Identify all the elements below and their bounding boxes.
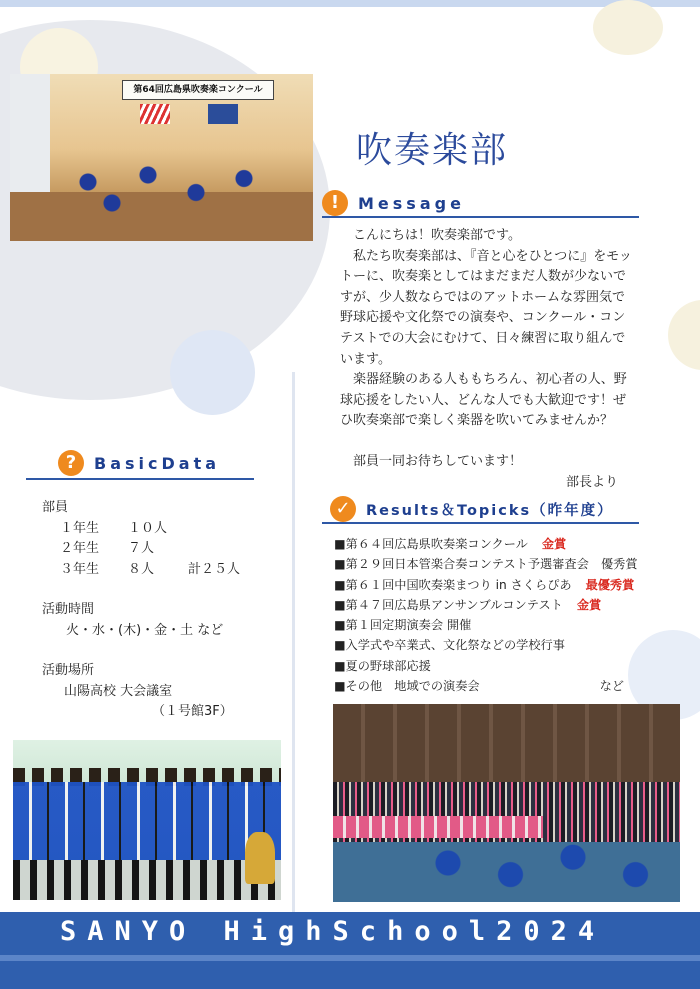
results-item-text: ■入学式や卒業式、文化祭などの学校行事 [334, 638, 565, 653]
message-signature: 部長より [565, 474, 618, 490]
hours-value: 火・水・(木)・金・土 など [66, 622, 224, 638]
place-label: 活動場所 [42, 663, 95, 678]
results-item [334, 615, 654, 635]
page-title: 吹奏楽部 [356, 130, 509, 171]
results-item-text: ■その他 地域での演奏会 [334, 679, 480, 694]
top-bar [0, 0, 700, 7]
basicdata-heading-label: BasicData [94, 453, 221, 473]
results-item [334, 595, 654, 615]
member-row [42, 539, 272, 560]
results-item-text: ■夏の野球部応援 [334, 658, 431, 673]
results-list [334, 534, 654, 696]
message-paragraph: こんにちは！吹奏楽部です。 [353, 228, 521, 243]
member-count: １０人 [128, 520, 168, 536]
results-item [334, 575, 654, 595]
decor-circle-cream [668, 300, 700, 370]
results-item-text: ■第２９回日本管楽合奏コンテスト予選審査会 優秀賞 [334, 557, 638, 572]
member-grade: １年生 [60, 520, 100, 536]
footer-stripe [0, 955, 700, 961]
place-sub: （１号館3F） [152, 704, 233, 719]
results-heading [330, 496, 614, 522]
message-paragraph: 私たち吹奏楽部は、『音と心をひとつに』をモットーに、吹奏楽としてはまだまだ人数が少ないですが、少人数ならではのアットホームな雰囲気で野球応援や文化祭での演奏や、コンクール・コンテストでの大会にむけて、日々練習に取り組んでいます。 [340, 248, 632, 367]
results-item-extra: など [599, 679, 624, 694]
exclamation-icon: ! [322, 190, 348, 216]
message-paragraph: 部員一同お待ちしています！ [353, 453, 523, 469]
member-row [42, 560, 272, 581]
award-label: 最優秀賞 [585, 577, 635, 592]
award-label: 金賞 [541, 537, 567, 551]
results-item [334, 676, 654, 696]
results-item-text: ■第６１回中国吹奏楽まつり in さくらぴあ [334, 577, 572, 592]
basicdata-rule [26, 478, 254, 480]
results-item [334, 656, 654, 676]
award-label: 金賞 [576, 597, 602, 612]
basic-data [42, 498, 272, 723]
results-rule [322, 522, 639, 524]
message-heading [322, 190, 465, 216]
basicdata-heading [58, 450, 220, 476]
decor-circle-blue [170, 330, 255, 415]
member-total: 計２５人 [188, 561, 241, 577]
results-item [334, 534, 654, 554]
results-item [334, 554, 654, 574]
members-label: 部員 [42, 500, 69, 515]
member-count: ８人 [128, 561, 155, 577]
results-heading-label: Results＆Topicks（昨年度） [366, 502, 614, 519]
member-grade: ３年生 [60, 561, 100, 577]
concert-photo [10, 74, 313, 241]
message-body [340, 226, 632, 493]
member-count: ７人 [128, 541, 155, 556]
hours-label: 活動時間 [42, 602, 95, 617]
decor-circle-cream [593, 0, 663, 55]
results-item [334, 635, 654, 655]
member-grade: ２年生 [60, 541, 100, 556]
message-rule [322, 216, 639, 218]
results-item-text: ■第６４回広島県吹奏楽コンクール [334, 537, 528, 551]
footer-title: SANYO HighSchool2024 [60, 916, 606, 947]
column-divider [292, 372, 295, 912]
gym-performance-photo [333, 704, 680, 902]
results-item-text: ■第１回定期演奏会 開催 [334, 618, 472, 633]
check-icon: ✓ [330, 496, 356, 522]
question-icon: ? [58, 450, 84, 476]
results-item-text: ■第４７回広島県アンサンブルコンテスト [334, 597, 563, 612]
concert-banner: 第64回広島県吹奏楽コンクール [122, 80, 274, 100]
message-paragraph: 楽器経験のある人ももちろん、初心者の人、野球応援をしたい人、どんな人でも大歓迎です！ぜひ吹奏楽部で楽しく楽器を吹いてみませんか？ [340, 372, 627, 429]
group-photo [13, 740, 281, 900]
message-heading-label: Message [358, 193, 465, 213]
place-value: 山陽高校 大会議室 [64, 683, 173, 699]
member-row [42, 519, 272, 540]
